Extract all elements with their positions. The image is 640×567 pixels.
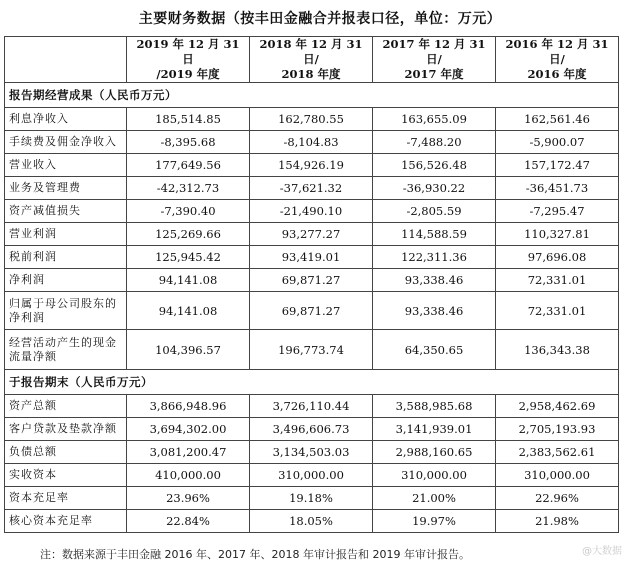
row-label: 税前利润 bbox=[5, 246, 127, 269]
section-title-period-end: 于报告期末（人民币万元） bbox=[5, 370, 619, 395]
cell-value: 196,773.74 bbox=[250, 330, 373, 370]
row-label: 资产总额 bbox=[5, 395, 127, 418]
cell-value: 110,327.81 bbox=[496, 223, 619, 246]
row-label: 实收资本 bbox=[5, 464, 127, 487]
cell-value: -21,490.10 bbox=[250, 200, 373, 223]
cell-value: 3,866,948.96 bbox=[127, 395, 250, 418]
cell-value: 22.84% bbox=[127, 510, 250, 533]
table-row bbox=[5, 131, 619, 154]
table-row bbox=[5, 395, 619, 418]
cell-value: 19.97% bbox=[373, 510, 496, 533]
cell-value: 163,655.09 bbox=[373, 108, 496, 131]
row-label: 负债总额 bbox=[5, 441, 127, 464]
cell-value: 94,141.08 bbox=[127, 292, 250, 330]
cell-value: 3,081,200.47 bbox=[127, 441, 250, 464]
cell-value: 19.18% bbox=[250, 487, 373, 510]
table-row bbox=[5, 177, 619, 200]
cell-value: 104,396.57 bbox=[127, 330, 250, 370]
column-header-2018: 2018 年 12 月 31 日/ 2018 年度 bbox=[250, 37, 373, 83]
column-header-2017: 2017 年 12 月 31 日/ 2017 年度 bbox=[373, 37, 496, 83]
table-row bbox=[5, 418, 619, 441]
row-label: 经营活动产生的现金 流量净额 bbox=[5, 330, 127, 370]
cell-value: -7,295.47 bbox=[496, 200, 619, 223]
section-row-operating-results bbox=[5, 83, 619, 108]
cell-value: -37,621.32 bbox=[250, 177, 373, 200]
row-label: 营业利润 bbox=[5, 223, 127, 246]
cell-value: 2,958,462.69 bbox=[496, 395, 619, 418]
section-title-operating-results: 报告期经营成果（人民币万元） bbox=[5, 83, 619, 108]
cell-value: 97,696.08 bbox=[496, 246, 619, 269]
row-label: 营业收入 bbox=[5, 154, 127, 177]
cell-value: 23.96% bbox=[127, 487, 250, 510]
table-row bbox=[5, 269, 619, 292]
cell-value: 93,277.27 bbox=[250, 223, 373, 246]
row-label: 利息净收入 bbox=[5, 108, 127, 131]
cell-value: 185,514.85 bbox=[127, 108, 250, 131]
cell-value: 122,311.36 bbox=[373, 246, 496, 269]
cell-value: 157,172.47 bbox=[496, 154, 619, 177]
cell-value: 310,000.00 bbox=[496, 464, 619, 487]
cell-value: 156,526.48 bbox=[373, 154, 496, 177]
cell-value: 3,141,939.01 bbox=[373, 418, 496, 441]
row-label: 客户贷款及垫款净额 bbox=[5, 418, 127, 441]
row-label: 资本充足率 bbox=[5, 487, 127, 510]
section-row-period-end bbox=[5, 370, 619, 395]
table-row bbox=[5, 108, 619, 131]
table-title: 主要财务数据（按丰田金融合并报表口径，单位：万元） bbox=[138, 11, 502, 27]
cell-value: 93,419.01 bbox=[250, 246, 373, 269]
cell-value: 72,331.01 bbox=[496, 269, 619, 292]
row-label: 资产减值损失 bbox=[5, 200, 127, 223]
cell-value: 3,134,503.03 bbox=[250, 441, 373, 464]
cell-value: 177,649.56 bbox=[127, 154, 250, 177]
table-row bbox=[5, 487, 619, 510]
cell-value: 21.00% bbox=[373, 487, 496, 510]
cell-value: -36,930.22 bbox=[373, 177, 496, 200]
cell-value: 69,871.27 bbox=[250, 269, 373, 292]
cell-value: 3,496,606.73 bbox=[250, 418, 373, 441]
table-row bbox=[5, 200, 619, 223]
cell-value: 21.98% bbox=[496, 510, 619, 533]
footnote: 注：数据来源于丰田金融 2016 年、2017 年、2018 年审计报告和 2019 年审计报告。 bbox=[40, 548, 470, 561]
row-label: 业务及管理费 bbox=[5, 177, 127, 200]
cell-value: 2,988,160.65 bbox=[373, 441, 496, 464]
cell-value: -5,900.07 bbox=[496, 131, 619, 154]
watermark: @大数据 bbox=[582, 546, 622, 557]
header-corner bbox=[5, 37, 127, 83]
cell-value: 94,141.08 bbox=[127, 269, 250, 292]
table-row bbox=[5, 223, 619, 246]
cell-value: 69,871.27 bbox=[250, 292, 373, 330]
table-row bbox=[5, 441, 619, 464]
cell-value: 72,331.01 bbox=[496, 292, 619, 330]
cell-value: 3,694,302.00 bbox=[127, 418, 250, 441]
cell-value: 162,780.55 bbox=[250, 108, 373, 131]
column-header-2016: 2016 年 12 月 31 日/ 2016 年度 bbox=[496, 37, 619, 83]
table-row bbox=[5, 464, 619, 487]
cell-value: 154,926.19 bbox=[250, 154, 373, 177]
cell-value: 162,561.46 bbox=[496, 108, 619, 131]
table-row bbox=[5, 292, 619, 330]
cell-value: -8,104.83 bbox=[250, 131, 373, 154]
column-header-2019: 2019 年 12 月 31 日 /2019 年度 bbox=[127, 37, 250, 83]
cell-value: 114,588.59 bbox=[373, 223, 496, 246]
cell-value: 93,338.46 bbox=[373, 269, 496, 292]
cell-value: 310,000.00 bbox=[373, 464, 496, 487]
row-label: 净利润 bbox=[5, 269, 127, 292]
cell-value: 136,343.38 bbox=[496, 330, 619, 370]
cell-value: 410,000.00 bbox=[127, 464, 250, 487]
cell-value: 64,350.65 bbox=[373, 330, 496, 370]
cell-value: -36,451.73 bbox=[496, 177, 619, 200]
header-row bbox=[5, 37, 619, 83]
cell-value: 22.96% bbox=[496, 487, 619, 510]
cell-value: -7,390.40 bbox=[127, 200, 250, 223]
cell-value: 3,588,985.68 bbox=[373, 395, 496, 418]
cell-value: 125,269.66 bbox=[127, 223, 250, 246]
table-row bbox=[5, 330, 619, 370]
cell-value: 2,705,193.93 bbox=[496, 418, 619, 441]
row-label: 归属于母公司股东的 净利润 bbox=[5, 292, 127, 330]
table-row bbox=[5, 246, 619, 269]
cell-value: 2,383,562.61 bbox=[496, 441, 619, 464]
cell-value: 93,338.46 bbox=[373, 292, 496, 330]
cell-value: -42,312.73 bbox=[127, 177, 250, 200]
cell-value: 310,000.00 bbox=[250, 464, 373, 487]
financial-table bbox=[4, 36, 619, 533]
row-label: 手续费及佣金净收入 bbox=[5, 131, 127, 154]
cell-value: 18.05% bbox=[250, 510, 373, 533]
table-row bbox=[5, 510, 619, 533]
row-label: 核心资本充足率 bbox=[5, 510, 127, 533]
cell-value: -2,805.59 bbox=[373, 200, 496, 223]
cell-value: 125,945.42 bbox=[127, 246, 250, 269]
cell-value: 3,726,110.44 bbox=[250, 395, 373, 418]
cell-value: -7,488.20 bbox=[373, 131, 496, 154]
table-row bbox=[5, 154, 619, 177]
cell-value: -8,395.68 bbox=[127, 131, 250, 154]
